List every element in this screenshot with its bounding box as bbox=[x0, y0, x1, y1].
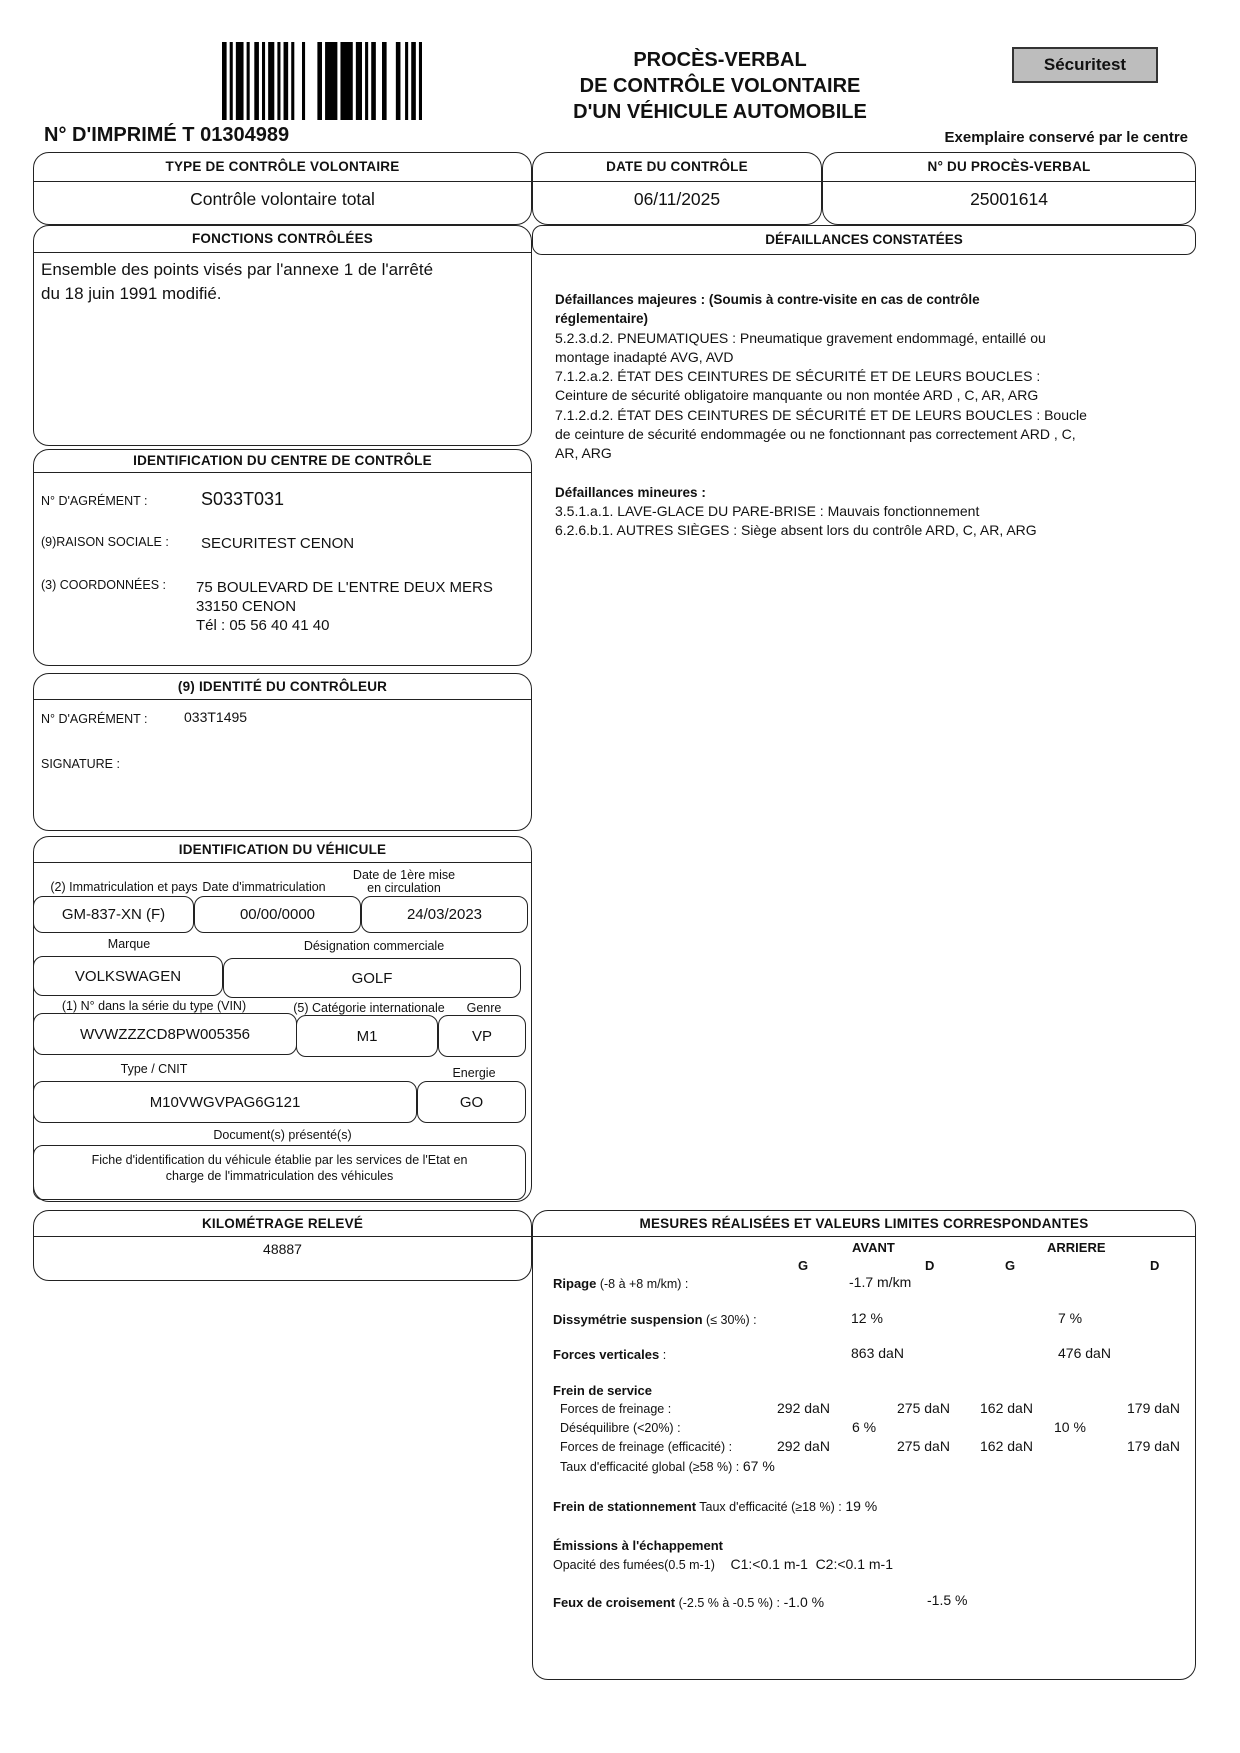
emissions-label: Émissions à l'échappement bbox=[553, 1538, 723, 1553]
forces-verticales-limit: : bbox=[659, 1348, 667, 1362]
forces-freinage-label: Forces de freinage : bbox=[560, 1402, 672, 1416]
vehicule-panel bbox=[33, 836, 532, 1202]
arriere-heading: ARRIERE bbox=[1047, 1240, 1106, 1255]
centre-raison-value: SECURITEST CENON bbox=[201, 535, 355, 552]
documents-value bbox=[33, 1145, 526, 1200]
type-controle-panel bbox=[33, 152, 532, 225]
categorie-value: M1 bbox=[296, 1015, 438, 1057]
barcode-bar bbox=[262, 42, 265, 120]
forces-verticales-avant: 863 daN bbox=[851, 1345, 904, 1361]
dissymetrie-label: Dissymétrie suspension bbox=[553, 1312, 703, 1327]
barcode-bar bbox=[247, 42, 250, 120]
opacite-c2: C2:<0.1 m-1 bbox=[815, 1556, 893, 1572]
barcode-bar bbox=[396, 42, 401, 120]
barcode-bar bbox=[291, 42, 294, 120]
proces-verbal-title: N° DU PROCÈS-VERBAL bbox=[823, 153, 1195, 182]
forces-freinage-avg: 292 daN bbox=[777, 1400, 830, 1416]
forces-freinage-efficacite-avd: 275 daN bbox=[897, 1438, 950, 1454]
barcode-bar bbox=[365, 42, 368, 120]
vehicule-title: IDENTIFICATION DU VÉHICULE bbox=[34, 837, 531, 863]
feux-croisement-row bbox=[553, 1594, 824, 1610]
majeure-line: 7.1.2.d.2. ÉTAT DES CEINTURES DE SÉCURITÉ ET DE LEURS BOUCLES : Boucle bbox=[555, 406, 1087, 423]
kilometrage-value: 48887 bbox=[263, 1241, 302, 1257]
ripage-limit: (-8 à +8 m/km) : bbox=[596, 1277, 689, 1291]
date-controle-panel bbox=[532, 152, 822, 225]
majeure-line: Ceinture de sécurité obligatoire manquante ou non montée ARD , C, AR, ARG bbox=[555, 387, 1039, 404]
taux-global-row bbox=[560, 1458, 775, 1474]
documents-label: Document(s) présenté(s) bbox=[213, 1128, 352, 1142]
title-line-1: PROCÈS-VERBAL bbox=[633, 49, 807, 71]
forces-freinage-avd: 275 daN bbox=[897, 1400, 950, 1416]
forces-verticales-label: Forces verticales bbox=[553, 1347, 660, 1362]
controleur-title: (9) IDENTITÉ DU CONTRÔLEUR bbox=[34, 674, 531, 700]
frein-stationnement-label: Frein de stationnement bbox=[553, 1499, 697, 1514]
barcode-bar bbox=[284, 42, 289, 120]
marque-label: Marque bbox=[107, 937, 151, 951]
defaillances-header bbox=[532, 225, 1196, 255]
fonctions-line-2: du 18 juin 1991 modifié. bbox=[41, 284, 222, 303]
majeure-line: 7.1.2.a.2. ÉTAT DES CEINTURES DE SÉCURITÉ ET DE LEURS BOUCLES : bbox=[555, 368, 1041, 385]
fonctions-text bbox=[41, 258, 433, 306]
feux-croisement-label: Feux de croisement bbox=[553, 1595, 676, 1610]
arriere-d-heading: D bbox=[1150, 1258, 1160, 1273]
mesures-title: MESURES RÉALISÉES ET VALEURS LIMITES CORRESPONDANTES bbox=[533, 1211, 1195, 1237]
ripage-row bbox=[553, 1276, 688, 1291]
feux-croisement-limit: (-2.5 % à -0.5 %) : bbox=[675, 1596, 781, 1610]
designation-label: Désignation commerciale bbox=[303, 939, 445, 953]
centre-raison-label: (9)RAISON SOCIALE : bbox=[41, 535, 169, 549]
fonctions-title: FONCTIONS CONTRÔLÉES bbox=[34, 226, 531, 253]
fonctions-panel bbox=[33, 225, 532, 446]
centre-address-line-1: 75 BOULEVARD DE L'ENTRE DEUX MERS bbox=[196, 579, 493, 596]
barcode-bar bbox=[405, 42, 408, 120]
opacite-label: Opacité des fumées(0.5 m-1) bbox=[553, 1558, 715, 1572]
barcode-bar bbox=[254, 42, 259, 120]
forces-verticales-row bbox=[553, 1347, 666, 1362]
barcode-bar bbox=[317, 42, 322, 120]
feux-croisement-droite: -1.5 % bbox=[927, 1592, 968, 1608]
genre-value: VP bbox=[438, 1015, 526, 1057]
cnit-value: M10VWGVPAG6G121 bbox=[33, 1081, 417, 1123]
kilometrage-title: KILOMÉTRAGE RELEVÉ bbox=[34, 1211, 531, 1237]
barcode-bar bbox=[340, 42, 352, 120]
centre-coord-value bbox=[196, 578, 493, 635]
date-circ-label bbox=[329, 869, 479, 895]
type-controle-title: TYPE DE CONTRÔLE VOLONTAIRE bbox=[34, 153, 531, 182]
genre-label: Genre bbox=[466, 1001, 502, 1015]
forces-freinage-efficacite-label: Forces de freinage (efficacité) : bbox=[560, 1440, 733, 1454]
forces-freinage-arg: 162 daN bbox=[980, 1400, 1033, 1416]
desequilibre-avant: 6 % bbox=[852, 1419, 877, 1435]
barcode-bar bbox=[411, 42, 416, 120]
date-immat-label: Date d'immatriculation bbox=[202, 880, 326, 894]
title-line-2: DE CONTRÔLE VOLONTAIRE bbox=[579, 75, 861, 97]
proces-verbal-panel bbox=[822, 152, 1196, 225]
barcode-bar bbox=[236, 42, 244, 120]
arriere-g-heading: G bbox=[1005, 1258, 1016, 1273]
avant-d-heading: D bbox=[925, 1258, 935, 1273]
ripage-label: Ripage bbox=[553, 1276, 597, 1291]
documents-line-2: charge de l'immatriculation des véhicules bbox=[165, 1169, 394, 1183]
forces-freinage-ard: 179 daN bbox=[1127, 1400, 1180, 1416]
date-circ-label-2: en circulation bbox=[367, 881, 441, 895]
centre-coord-label: (3) COORDONNÉES : bbox=[41, 578, 167, 592]
majeures-heading-2: réglementaire) bbox=[555, 311, 649, 327]
title-line-3: D'UN VÉHICULE AUTOMOBILE bbox=[573, 101, 867, 123]
controleur-agrement-label: N° D'AGRÉMENT : bbox=[41, 712, 148, 726]
majeures-heading-1: Défaillances majeures : (Soumis à contre-visite en cas de contrôle bbox=[555, 292, 980, 307]
barcode-bar bbox=[277, 42, 280, 120]
date-controle-value: 06/11/2025 bbox=[633, 189, 721, 209]
designation-value: GOLF bbox=[223, 958, 521, 998]
mineure-line: 6.2.6.b.1. AUTRES SIÈGES : Siège absent lors du contrôle ARD, C, AR, ARG bbox=[555, 522, 1037, 539]
centre-address-line-2: 33150 CENON bbox=[196, 598, 297, 615]
centre-agrement-value: S033T031 bbox=[201, 489, 285, 509]
kilometrage-panel bbox=[33, 1210, 532, 1281]
categorie-label: (5) Catégorie internationale bbox=[293, 1001, 445, 1015]
centre-agrement-label: N° D'AGRÉMENT : bbox=[41, 494, 148, 508]
controleur-agrement-value: 033T1495 bbox=[184, 709, 248, 725]
barcode-bar bbox=[268, 42, 274, 120]
forces-freinage-efficacite-ard: 179 daN bbox=[1127, 1438, 1180, 1454]
dissymetrie-avant: 12 % bbox=[851, 1310, 883, 1326]
defaillances-body bbox=[555, 290, 1175, 541]
brand-badge: Sécuritest bbox=[1012, 47, 1158, 83]
forces-freinage-efficacite-arg: 162 daN bbox=[980, 1438, 1033, 1454]
vin-value: WVWZZZCD8PW005356 bbox=[33, 1013, 297, 1055]
frein-stationnement-limit: Taux d'efficacité (≥18 %) : bbox=[696, 1500, 842, 1514]
forces-verticales-arriere: 476 daN bbox=[1058, 1345, 1111, 1361]
dissymetrie-limit: (≤ 30%) : bbox=[702, 1313, 757, 1327]
barcode-bar bbox=[325, 42, 337, 120]
centre-panel bbox=[33, 449, 532, 666]
barcode-bar bbox=[302, 42, 305, 120]
majeure-line: montage inadapté AVG, AVD bbox=[555, 348, 734, 365]
dissymetrie-arriere: 7 % bbox=[1058, 1310, 1083, 1326]
barcode-bar bbox=[356, 42, 362, 120]
opacite-c1: C1:<0.1 m-1 bbox=[730, 1556, 808, 1572]
majeure-line: 5.2.3.d.2. PNEUMATIQUES : Pneumatique gravement endommagé, entaillé ou bbox=[555, 329, 1046, 346]
documents-line-1: Fiche d'identification du véhicule établie par les services de l'Etat en bbox=[91, 1153, 468, 1167]
forces-freinage-efficacite-avg: 292 daN bbox=[777, 1438, 830, 1454]
taux-global-label: Taux d'efficacité global (≥58 %) : bbox=[560, 1460, 740, 1474]
centre-title: IDENTIFICATION DU CENTRE DE CONTRÔLE bbox=[34, 450, 531, 473]
mesures-panel bbox=[532, 1210, 1196, 1680]
proces-verbal-value: 25001614 bbox=[970, 189, 1048, 209]
taux-global-value: 67 % bbox=[742, 1458, 775, 1474]
mineures-heading: Défaillances mineures : bbox=[555, 484, 706, 500]
document-title bbox=[520, 47, 920, 125]
barcode-bar bbox=[371, 42, 376, 120]
ripage-value: -1.7 m/km bbox=[849, 1274, 912, 1290]
energie-value: GO bbox=[417, 1081, 526, 1123]
avant-heading: AVANT bbox=[852, 1240, 895, 1255]
barcode-bar bbox=[222, 42, 227, 120]
signature-label: SIGNATURE : bbox=[41, 757, 120, 771]
frein-stationnement-row bbox=[553, 1498, 877, 1514]
majeure-line: de ceinture de sécurité endommagée ou ne fonctionnant pas correctement ARD , C, bbox=[555, 426, 1076, 443]
fonctions-line-1: Ensemble des points visés par l'annexe 1 de l'arrêté bbox=[41, 260, 434, 279]
feux-croisement-gauche: -1.0 % bbox=[783, 1594, 825, 1610]
vin-label: (1) N° dans la série du type (VIN) bbox=[61, 999, 247, 1013]
marque-value: VOLKSWAGEN bbox=[33, 956, 223, 996]
date-controle-title: DATE DU CONTRÔLE bbox=[533, 153, 821, 182]
print-number: N° D'IMPRIMÉ T 01304989 bbox=[44, 124, 290, 146]
controleur-panel bbox=[33, 673, 532, 831]
frein-service-label: Frein de service bbox=[553, 1383, 652, 1398]
energie-label: Energie bbox=[452, 1066, 496, 1080]
immat-value: GM-837-XN (F) bbox=[33, 896, 194, 933]
barcode-icon bbox=[222, 42, 422, 120]
date-circ-value: 24/03/2023 bbox=[361, 896, 528, 933]
dissymetrie-row bbox=[553, 1312, 757, 1327]
type-controle-value: Contrôle volontaire total bbox=[190, 189, 375, 209]
opacite-row bbox=[553, 1556, 893, 1572]
immat-label: (2) Immatriculation et pays bbox=[50, 880, 198, 894]
barcode-bar bbox=[419, 42, 422, 120]
date-immat-value: 00/00/0000 bbox=[194, 896, 361, 933]
mineure-line: 3.5.1.a.1. LAVE-GLACE DU PARE-BRISE : Mauvais fonctionnement bbox=[555, 502, 980, 519]
date-circ-label-1: Date de 1ère mise bbox=[352, 868, 456, 882]
majeure-line: AR, ARG bbox=[555, 445, 612, 462]
frein-stationnement-value: 19 % bbox=[845, 1498, 878, 1514]
desequilibre-arriere: 10 % bbox=[1054, 1419, 1086, 1435]
desequilibre-label: Déséquilibre (<20%) : bbox=[560, 1421, 681, 1435]
copy-note: Exemplaire conservé par le centre bbox=[944, 129, 1188, 146]
cnit-label: Type / CNIT bbox=[120, 1062, 188, 1076]
barcode-bar bbox=[382, 42, 387, 120]
defaillances-title: DÉFAILLANCES CONSTATÉES bbox=[765, 232, 963, 247]
barcode-bar bbox=[230, 42, 233, 120]
avant-g-heading: G bbox=[798, 1258, 809, 1273]
centre-phone: Tél : 05 56 40 41 40 bbox=[196, 617, 330, 634]
